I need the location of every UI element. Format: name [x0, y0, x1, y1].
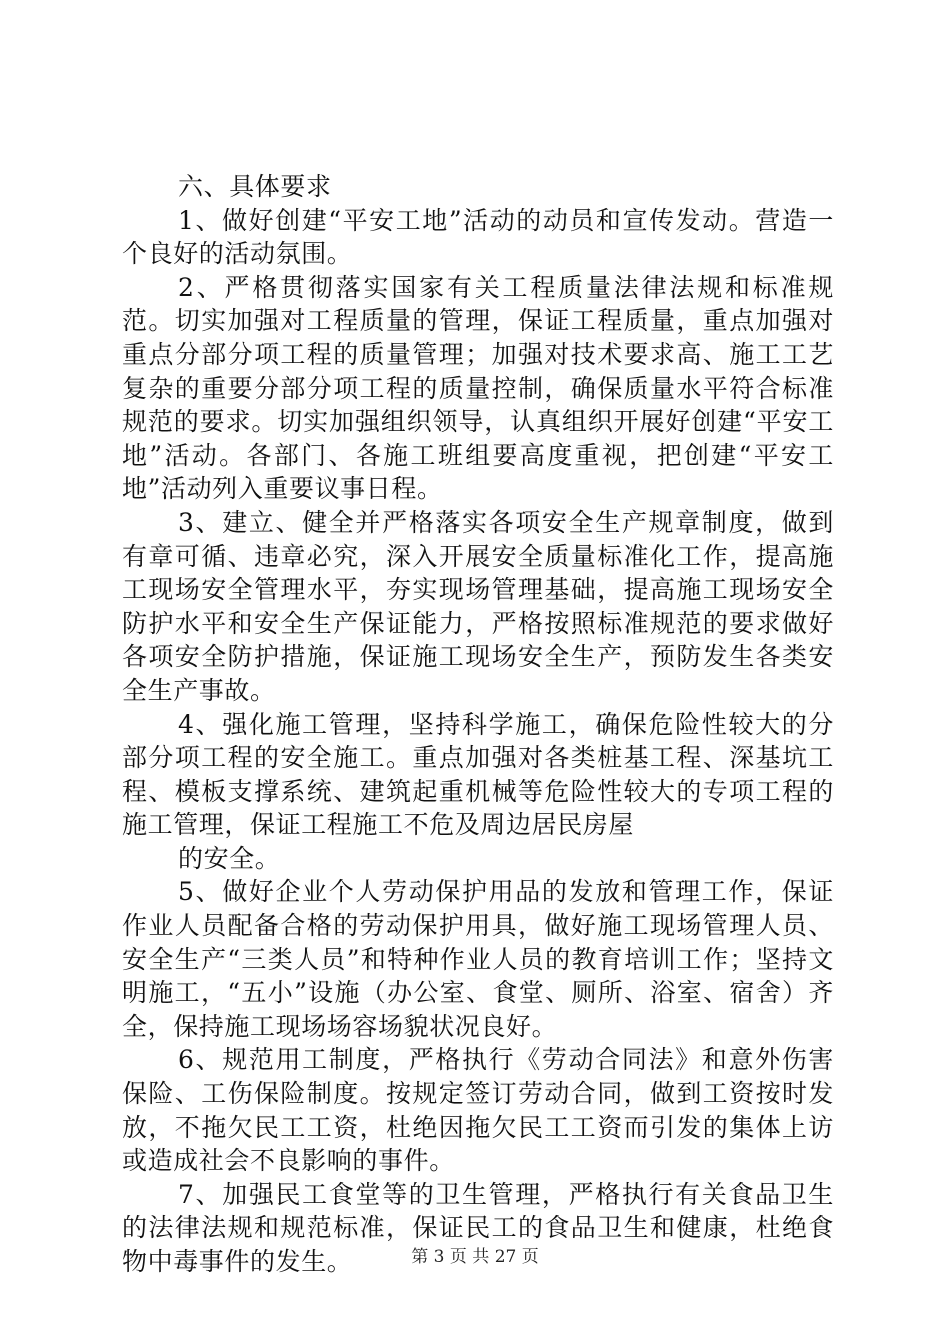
paragraph-6: 6、规范用工制度，严格执行《劳动合同法》和意外伤害保险、工伤保险制度。按规定签订劳动合同，做到工资按时发放，不拖欠民工工资，杜绝因拖欠民工工资而引发的集体上访或造成社会不良影响的事件。: [122, 1045, 834, 1176]
paragraph-7: 7、加强民工食堂等的卫生管理，严格执行有关食品卫生的法律法规和规范标准，保证民工的食品卫生和健康，杜绝食物中毒事件的发生。: [122, 1179, 834, 1276]
paragraph-3: 3、建立、健全并严格落实各项安全生产规章制度，做到有章可循、违章必究，深入开展安全质量标准化工作，提高施工现场安全管理水平，夯实现场管理基础，提高施工现场安全防护水平和安全生产保证能力，严格按照标准规范的要求做好各项安全防护措施，保证施工现场安全生产，预防发生各类安全生产事故。: [122, 507, 834, 705]
paragraph-2: 2、严格贯彻落实国家有关工程质量法律法规和标准规范。切实加强对工程质量的管理，保证工程质量，重点加强对重点分部分项工程的质量管理；加强对技术要求高、施工工艺复杂的重要分部分项工程的质量控制，确保质量水平符合标准规范的要求。切实加强组织领导，认真组织开展好创建“平安工地”活动。各部门、各施工班组要高度重视，把创建“平安工地”活动列入重要议事日程。: [122, 272, 834, 504]
section-heading: 六、具体要求: [178, 172, 332, 201]
paragraph-4: 4、强化施工管理，坚持科学施工，确保危险性较大的分部分项工程的安全施工。重点加强对各类桩基工程、深基坑工程、模板支撑系统、建筑起重机械等危险性较大的专项工程的施工管理，保证工程施工不危及周边居民房屋: [122, 709, 834, 840]
paragraph-1: 1、做好创建“平安工地”活动的动员和宣传发动。营造一个良好的活动氛围。: [122, 205, 834, 269]
document-body: [122, 170, 834, 1279]
page-number-footer: 第 3 页 共 27 页: [411, 1247, 539, 1267]
paragraph-5: 5、做好企业个人劳动保护用品的发放和管理工作，保证作业人员配备合格的劳动保护用具，做好施工现场管理人员、安全生产“三类人员”和特种作业人员的教育培训工作；坚持文明施工，“五小”设施（办公室、食堂、厕所、浴室、宿舍）齐全，保持施工现场场容场貌状况良好。: [122, 877, 834, 1041]
paragraph-4-continuation: 的安全。: [178, 843, 281, 873]
